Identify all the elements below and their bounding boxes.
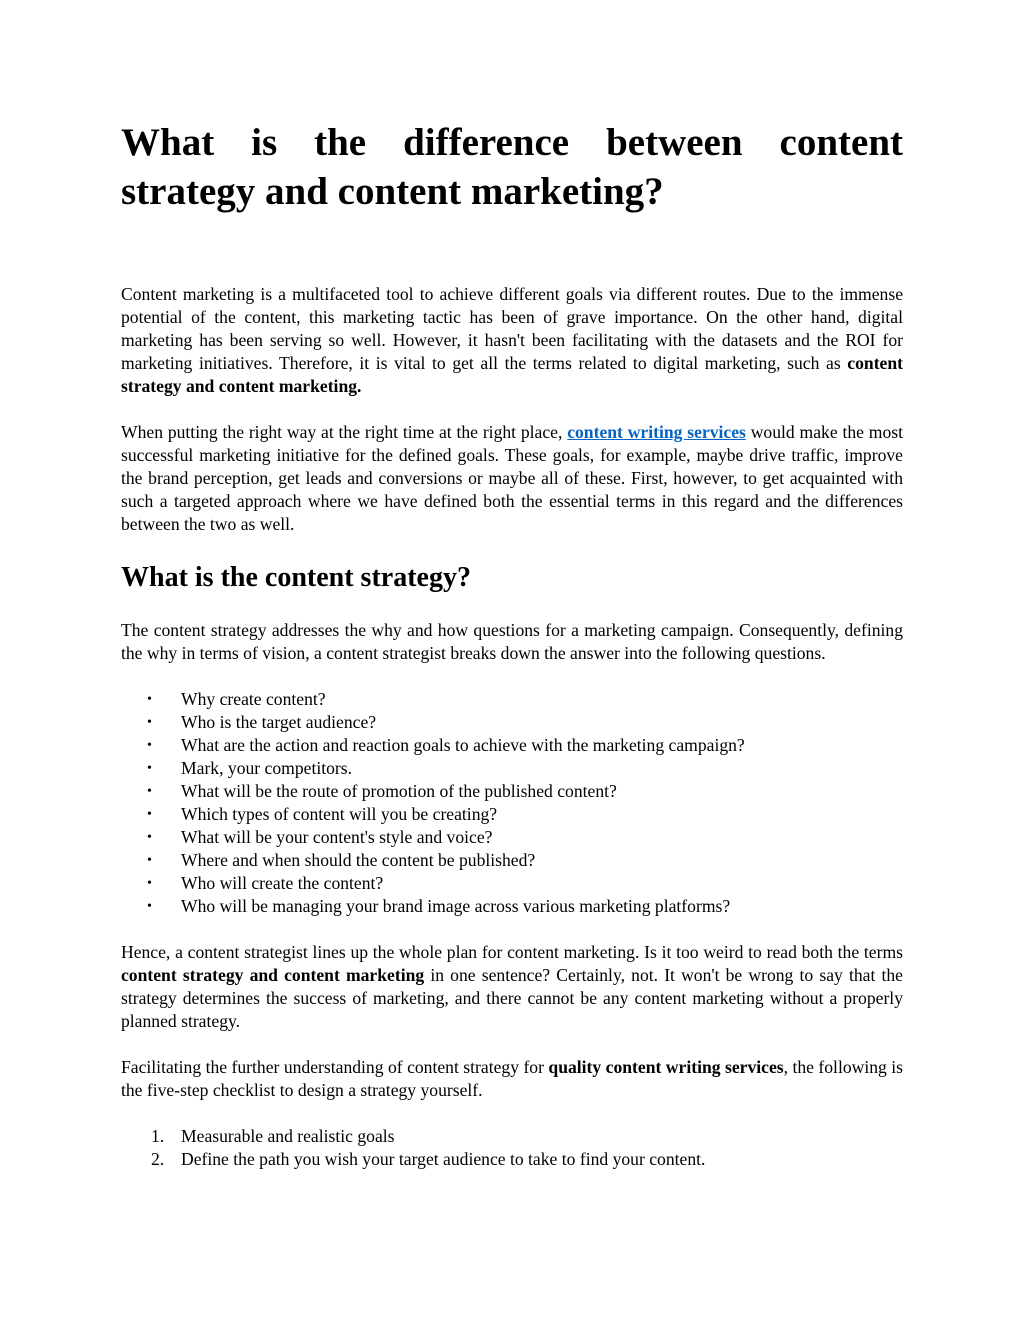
- list-item-text: Why create content?: [181, 689, 326, 709]
- content-writing-services-link[interactable]: content writing services: [567, 422, 746, 442]
- list-item-text: Where and when should the content be published?: [181, 850, 536, 870]
- page-title-line-1: What is the difference between content: [121, 121, 903, 164]
- list-item: [121, 895, 903, 918]
- bullet-icon: •: [147, 784, 152, 799]
- list-item: [121, 872, 903, 895]
- list-item-text: Who will be managing your brand image across various marketing platforms?: [181, 896, 731, 916]
- bullet-icon: •: [147, 899, 152, 914]
- bullet-icon: •: [147, 692, 152, 707]
- list-item-text: Who is the target audience?: [181, 712, 377, 732]
- bullet-icon: •: [147, 876, 152, 891]
- list-item: [121, 711, 903, 734]
- facilitating-paragraph: [121, 1056, 903, 1102]
- questions-list: [121, 688, 903, 918]
- intro-text: Content marketing is a multifaceted tool to achieve different goals via different routes. Due to the immense potential of the content, this marketing tactic has been of grave importance. On the other hand, digital marketing has been serving so well. However, it hasn't been facilitating with the datasets and the ROI for marketing initiatives. Therefore, it is vital to get all the terms related to digital marketing, such as: [121, 284, 903, 373]
- list-item-text: Which types of content will you be creating?: [181, 804, 498, 824]
- intro-paragraph: [121, 283, 903, 398]
- intro-bold-text: content strategy and content marketing.: [121, 353, 903, 396]
- list-item-text: Who will create the content?: [181, 873, 384, 893]
- list-item: [121, 757, 903, 780]
- list-item-text: Measurable and realistic goals: [181, 1126, 395, 1146]
- bullet-icon: •: [147, 853, 152, 868]
- list-item-text: What will be the route of promotion of the published content?: [181, 781, 617, 801]
- facilitating-text-before: Facilitating the further understanding of content strategy for: [121, 1057, 549, 1077]
- list-item-text: Mark, your competitors.: [181, 758, 353, 778]
- facilitating-text-after: , the following is the five-step checklist to design a strategy yourself.: [121, 1057, 903, 1100]
- page-title-line-2: strategy and content marketing?: [121, 170, 664, 213]
- when-text-after: would make the most successful marketing initiative for the defined goals. These goals, for example, maybe drive traffic, improve the brand perception, get leads and conversions or maybe all of these. First, however, to get acquainted with such a targeted approach where we have defined both the essential terms in this regard and the differences between the two as well.: [121, 422, 903, 534]
- list-item: [121, 1125, 903, 1148]
- when-text-before: When putting the right way at the right time at the right place,: [121, 422, 568, 442]
- hence-text-before: Hence, a content strategist lines up the whole plan for content marketing. Is it too weird to read both the terms: [121, 942, 903, 962]
- hence-text-after: in one sentence? Certainly, not. It won't be wrong to say that the strategy determines the success of marketing, and there cannot be any content marketing without a properly planned strategy.: [121, 965, 903, 1031]
- bullet-icon: •: [147, 761, 152, 776]
- strategy-intro-paragraph: The content strategy addresses the why and how questions for a marketing campaign. Consequently, defining the why in terms of vision, a content strategist breaks down the answer into the following questions.: [121, 620, 903, 663]
- list-item: [121, 849, 903, 872]
- bullet-icon: •: [147, 715, 152, 730]
- list-item-text: What will be your content's style and voice?: [181, 827, 493, 847]
- list-item: [121, 1148, 903, 1171]
- when-paragraph: [121, 421, 903, 536]
- list-item: [121, 688, 903, 711]
- bullet-icon: •: [147, 830, 152, 845]
- step-number: 1.: [151, 1126, 165, 1146]
- list-item: [121, 803, 903, 826]
- page-title: [121, 118, 903, 216]
- list-item: [121, 734, 903, 757]
- strategy-heading: What is the content strategy?: [121, 562, 471, 593]
- list-item: [121, 826, 903, 849]
- list-item-text: What are the action and reaction goals to achieve with the marketing campaign?: [181, 735, 745, 755]
- list-item: [121, 780, 903, 803]
- facilitating-bold-text: quality content writing services: [548, 1057, 784, 1077]
- step-number: 2.: [151, 1149, 165, 1169]
- document-page: [121, 118, 903, 1171]
- hence-paragraph: [121, 941, 903, 1033]
- hence-bold-text: content strategy and content marketing: [121, 965, 425, 985]
- steps-list: [121, 1125, 903, 1171]
- list-item-text: Define the path you wish your target audience to take to find your content.: [181, 1149, 706, 1169]
- bullet-icon: •: [147, 807, 152, 822]
- bullet-icon: •: [147, 738, 152, 753]
